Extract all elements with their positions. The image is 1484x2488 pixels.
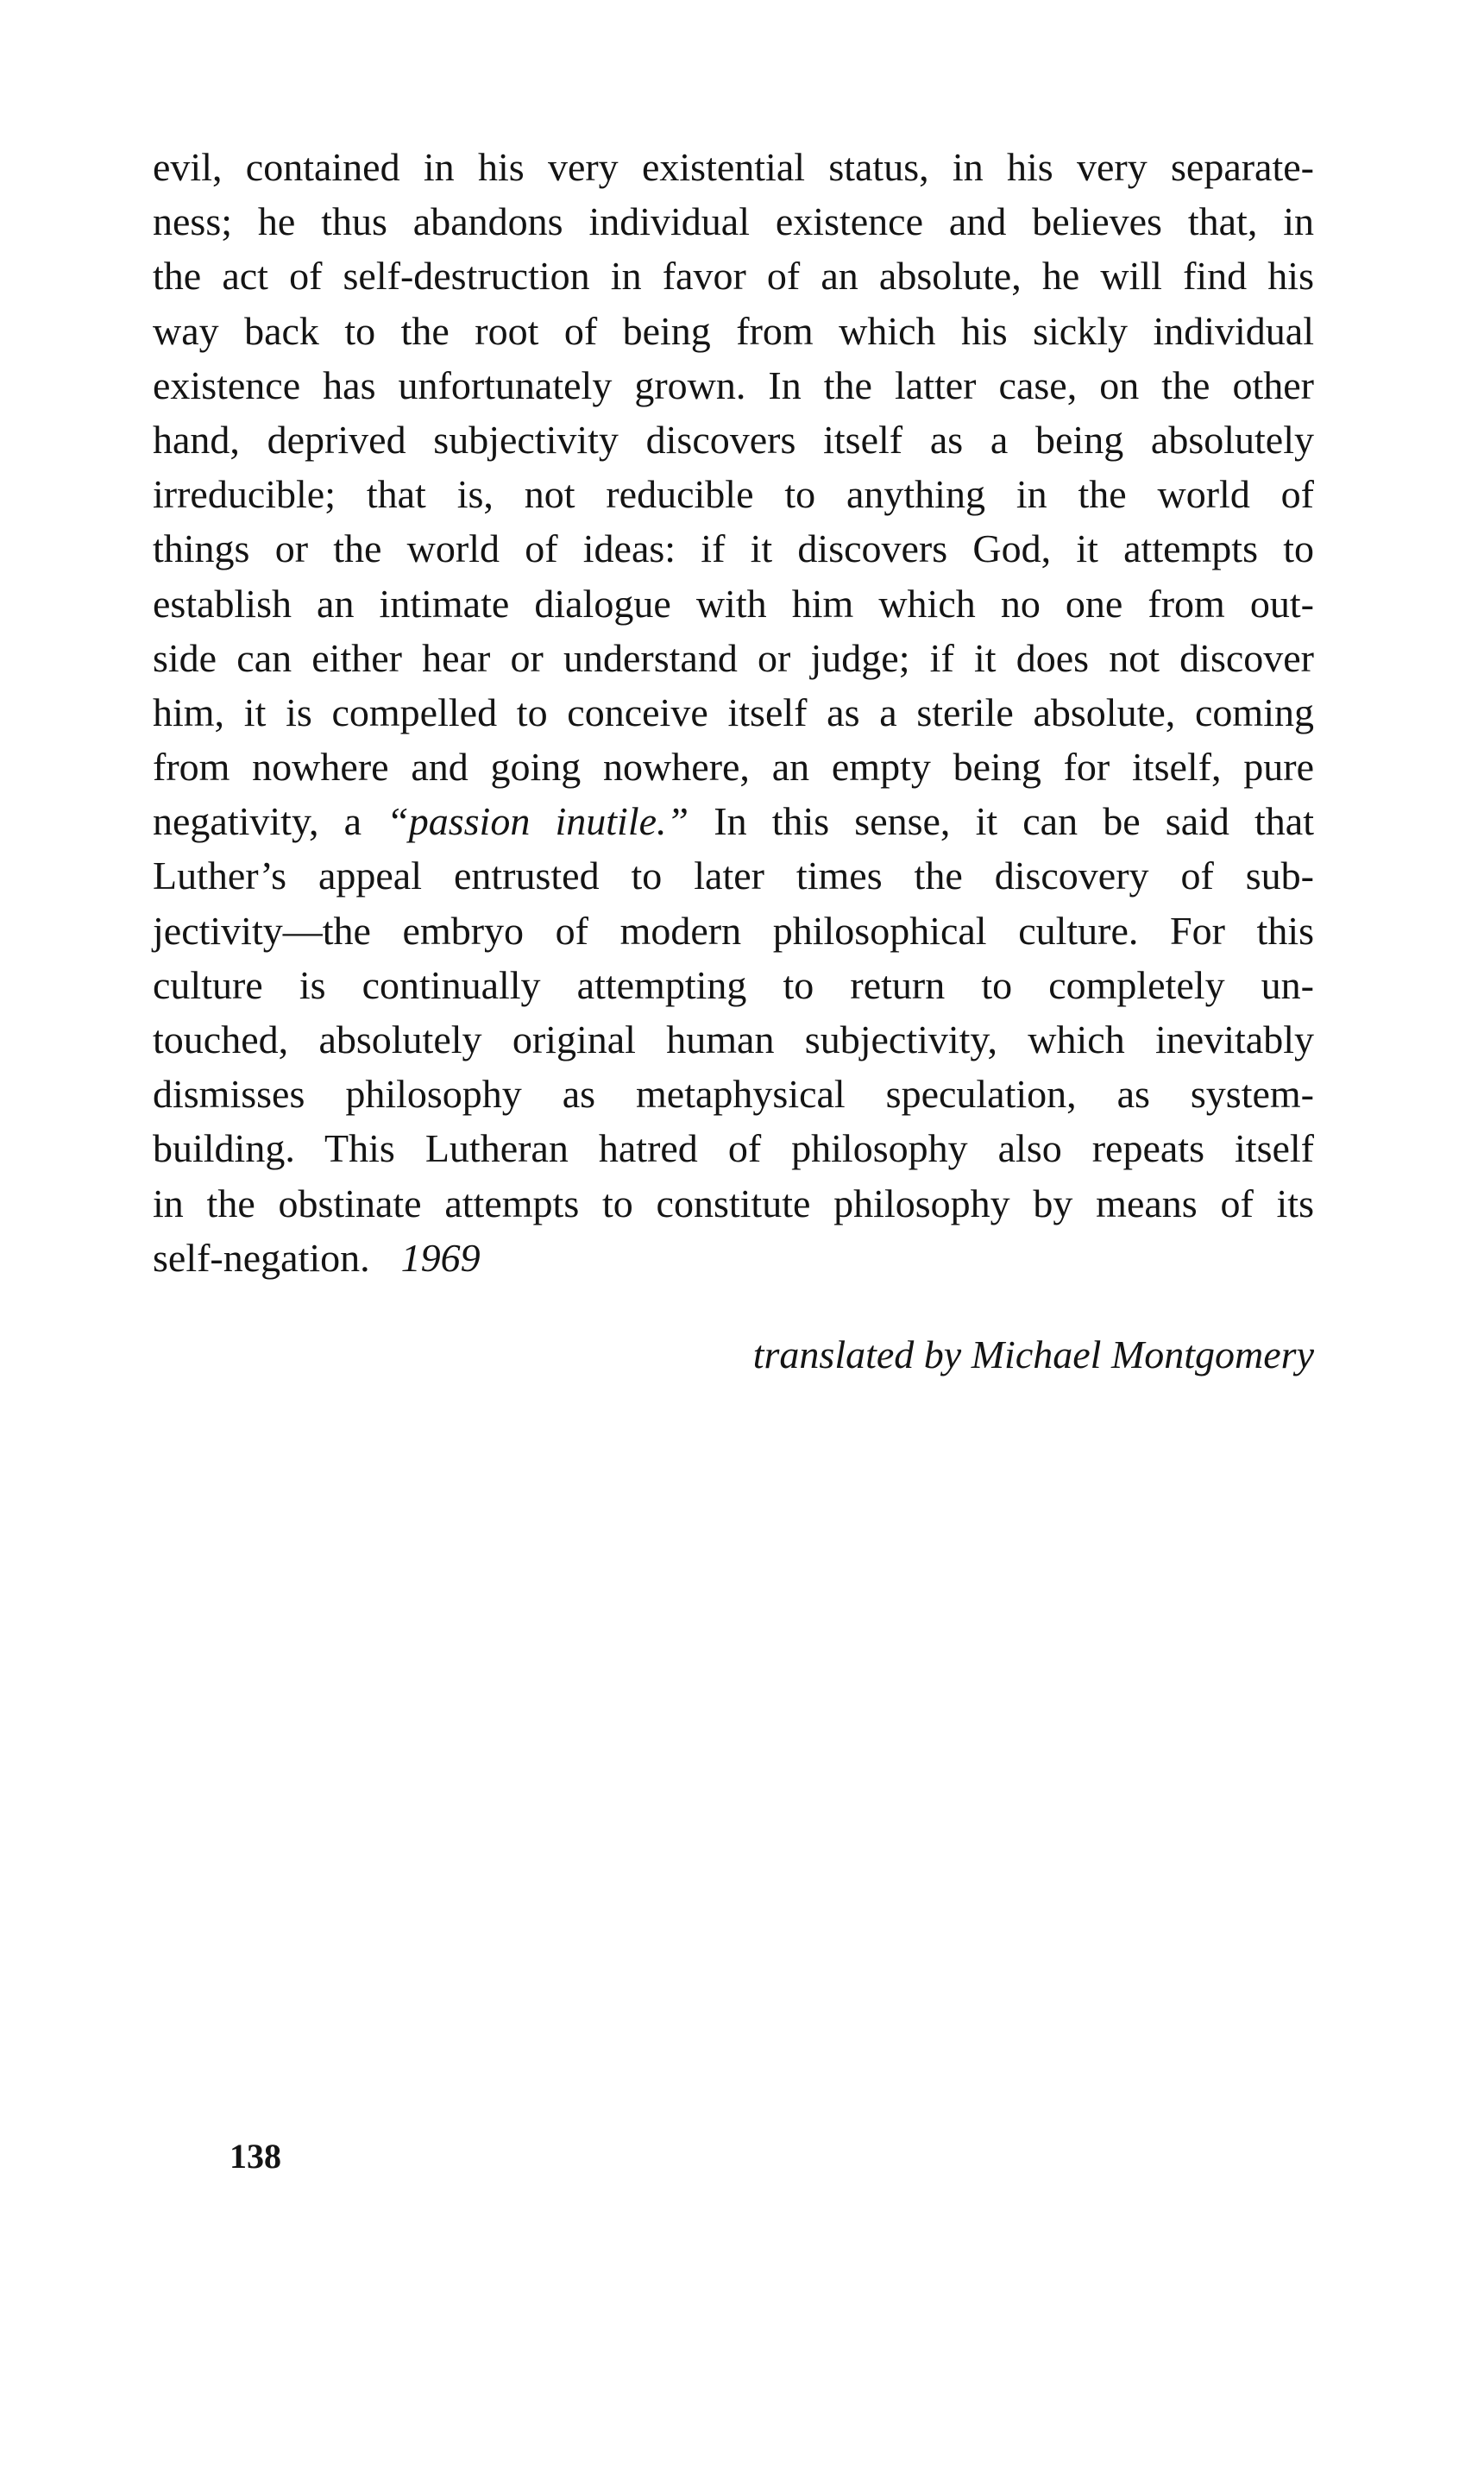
text-line: jectivity—the embryo of modern philosophical culture. For this <box>153 908 1314 953</box>
text-segment: self-negation. <box>153 1235 370 1280</box>
page-number: 138 <box>230 2137 281 2176</box>
text-line: hand, deprived subjectivity discovers itself as a being absolutely <box>153 417 1314 462</box>
text-line: culture is continually attempting to return to completely un- <box>153 962 1314 1007</box>
text-line: the act of self-destruction in favor of an absolute, he will find his <box>153 254 1314 299</box>
translator-credit: translated by Michael Montgomery <box>752 1332 1314 1376</box>
text-line: way back to the root of being from which his sickly individual <box>153 308 1314 353</box>
year-of-writing: 1969 <box>400 1235 481 1280</box>
text-line: irreducible; that is, not reducible to anything in the world of <box>153 472 1314 517</box>
text-line: touched, absolutely original human subjectivity, which inevitably <box>153 1017 1314 1061</box>
text-segment: In this sense, it can be said that <box>689 799 1315 844</box>
italic-phrase: “passion inutile.” <box>387 799 689 844</box>
text-line: in the obstinate attempts to constitute philosophy by means of its <box>153 1181 1314 1225</box>
text-line: him, it is compelled to conceive itself as a sterile absolute, coming <box>153 690 1314 734</box>
text-line: evil, contained in his very existential status, in his very separate- <box>153 145 1314 189</box>
text-line: from nowhere and going nowhere, an empty being for itself, pure <box>153 745 1314 790</box>
text-line: establish an intimate dialogue with him which no one from out- <box>153 581 1314 626</box>
body-text <box>153 140 1314 1285</box>
text-line: ness; he thus abandons individual existence and believes that, in <box>153 199 1314 244</box>
text-segment: negativity, a <box>153 799 387 844</box>
text-line-with-italic <box>153 794 1314 848</box>
text-line: building. This Lutheran hatred of philosophy also repeats itself <box>153 1126 1314 1171</box>
text-line: side can either hear or understand or judge; if it does not discover <box>153 635 1314 680</box>
text-line: existence has unfortunately grown. In the latter case, on the other <box>153 362 1314 407</box>
text-line: dismisses philosophy as metaphysical speculation, as system- <box>153 1072 1314 1117</box>
text-line: things or the world of ideas: if it discovers God, it attempts to <box>153 526 1314 571</box>
final-text-line <box>153 1231 1314 1285</box>
text-line: Luther’s appeal entrusted to later times the discovery of sub- <box>153 853 1314 898</box>
